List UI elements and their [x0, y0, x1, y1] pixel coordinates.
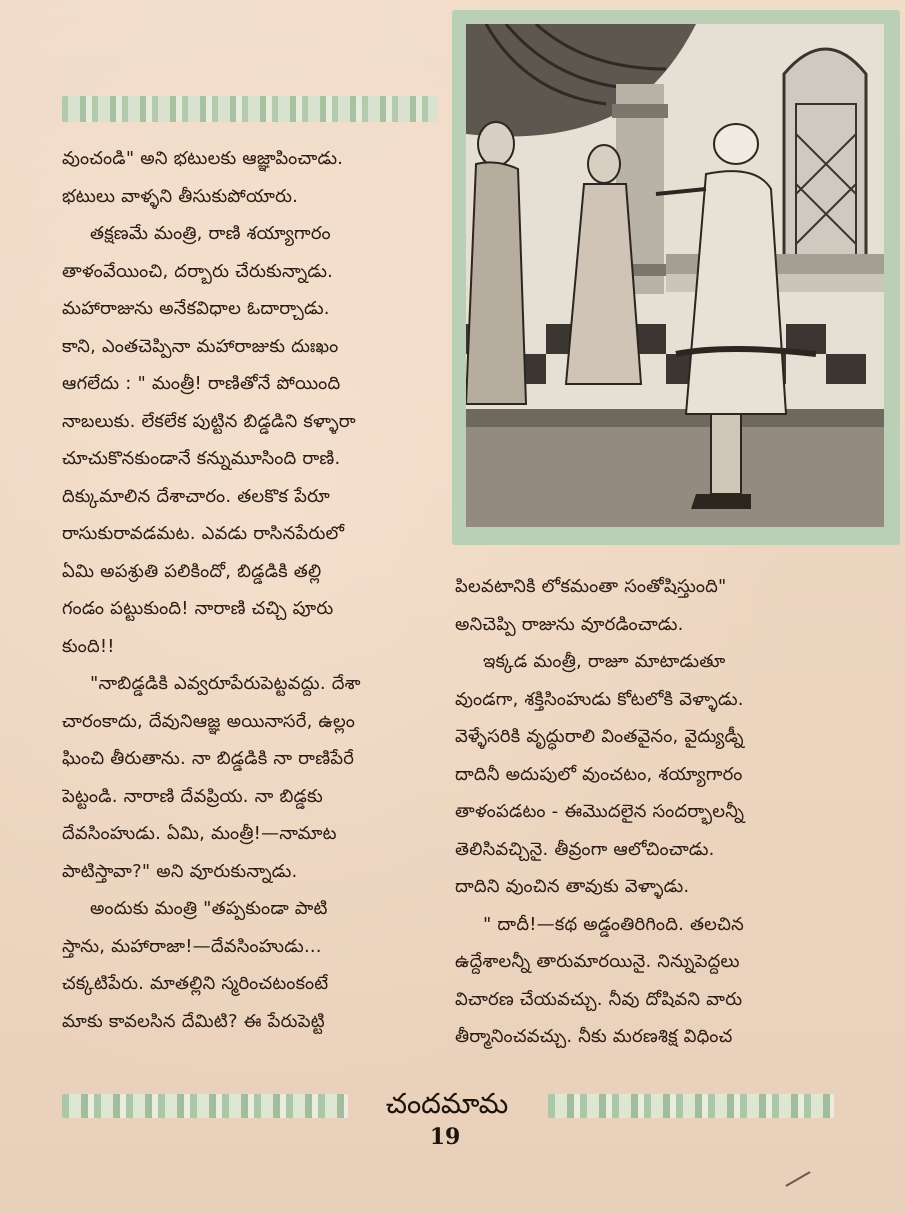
- text-line: నాబలుకు. లేకలేక పుట్టిన బిడ్డడిని కళ్ళారా: [62, 410, 356, 432]
- text-line: అనిచెప్పి రాజును వూరడించాడు.: [455, 613, 684, 635]
- text-line: ఉద్దేశాలన్నీ తారుమారయినై. నిన్నుపెద్దలు: [455, 951, 740, 972]
- text-line: అందుకు మంత్రి "తప్పకుండా పాటి: [90, 898, 328, 919]
- magazine-title: చందమామ: [385, 1087, 509, 1120]
- text-line: వుండగా, శక్తిసింహుడు కోటలోకి వెళ్ళాడు.: [455, 688, 744, 710]
- text-line: మహారాజును అనేకవిధాల ఓదార్చాడు.: [62, 298, 330, 319]
- decorative-border-top: [62, 96, 438, 122]
- text-line: తాళంవేయించి, దర్బారు చేరుకున్నాడు.: [62, 260, 334, 282]
- court-scene-drawing: [466, 24, 884, 527]
- story-illustration: [452, 10, 900, 545]
- text-line: వెళ్ళేసరికి వృద్ధురాలి వింతవైనం, వైద్యుడ్నీ: [455, 726, 744, 747]
- decorative-border-footer-right: [548, 1094, 834, 1118]
- text-line: చారంకాదు, దేవునిఆజ్ఞ అయినాసరే, ఉల్లం: [62, 710, 356, 732]
- text-line: భటులు వాళ్ళని తీసుకుపోయారు.: [62, 185, 299, 207]
- text-line: దిక్కుమాలిన దేశాచారం. తలకొక పేరూ: [62, 485, 330, 507]
- left-text-column: [62, 140, 440, 1040]
- text-line: పాటిస్తావా?" అని వూరుకున్నాడు.: [62, 860, 298, 882]
- text-line: తీర్మానించవచ్చు. నీకు మరణశిక్ష విధించ: [455, 1026, 733, 1047]
- text-line: తక్షణమే మంత్రి, రాణి శయ్యాగారం: [90, 223, 331, 244]
- text-line: వుంచండి" అని భటులకు ఆజ్ఞాపించాడు.: [62, 148, 344, 169]
- text-line: మాకు కావలసిన దేమిటి? ఈ పేరుపెట్టి: [62, 1010, 325, 1032]
- text-line: కుంది!!: [62, 635, 115, 657]
- decorative-border-footer-left: [62, 1094, 348, 1118]
- text-line: గండం పట్టుకుంది! నారాణి చచ్చి పూరు: [62, 598, 334, 619]
- text-line: స్తాను, మహారాజా!—దేవసింహుడు...: [62, 935, 322, 957]
- text-line: పెట్టండి. నారాణి దేవప్రియ. నా బిడ్డకు: [62, 785, 323, 807]
- text-line: ఇక్కడ మంత్రీ, రాజూ మాటాడుతూ: [483, 651, 726, 672]
- text-line: తాళంపడటం - ఈమొదలైన సందర్భాలన్నీ: [455, 801, 745, 822]
- page-number: 19: [429, 1124, 461, 1150]
- pencil-mark: [785, 1171, 810, 1187]
- text-line: చక్కటిపేరు. మాతల్లిని స్మరించటంకంటే: [62, 973, 329, 994]
- text-line: తెలిసివచ్చినై. తీవ్రంగా ఆలోచించాడు.: [455, 838, 715, 860]
- text-line: పిలవటానికి లోకమంతా సంతోషిస్తుంది": [455, 576, 727, 597]
- text-line: దాదినీ అదుపులో వుంచటం, శయ్యాగారం: [455, 763, 743, 785]
- text-line: కాని, ఎంతచెప్పినా మహారాజుకు దుఃఖం: [62, 335, 339, 357]
- text-line: ఏమి అపశ్రుతి పలికిందో, బిడ్డడికి తల్లి: [62, 560, 322, 582]
- text-line: దేవసింహుడు. ఏమి, మంత్రీ!—నామాట: [62, 823, 337, 844]
- text-line: రాసుకురావడమట. ఎవడు రాసినపేరులో: [62, 523, 345, 544]
- text-line: విచారణ చేయవచ్చు. నీవు దోషివని వారు: [455, 988, 743, 1010]
- text-line: ఘించి తీరుతాను. నా బిడ్డడికి నా రాణిపేరే: [62, 748, 355, 769]
- text-line: దాదిని వుంచిన తావుకు వెళ్ళాడు.: [455, 876, 690, 897]
- right-text-column: [455, 568, 845, 1056]
- text-line: ఆగలేదు : " మంత్రీ! రాణితోనే పోయింది: [62, 373, 341, 394]
- text-line: "నాబిడ్డడికి ఎవ్వరూపేరుపెట్టవద్దు. దేశా: [90, 673, 361, 694]
- text-line: " దాదీ!—కథ అడ్డంతిరిగింది. తలచిన: [483, 913, 744, 935]
- text-line: చూచుకొనకుండానే కన్నుమూసింది రాణి.: [62, 448, 341, 469]
- illustration-frame: [466, 24, 884, 527]
